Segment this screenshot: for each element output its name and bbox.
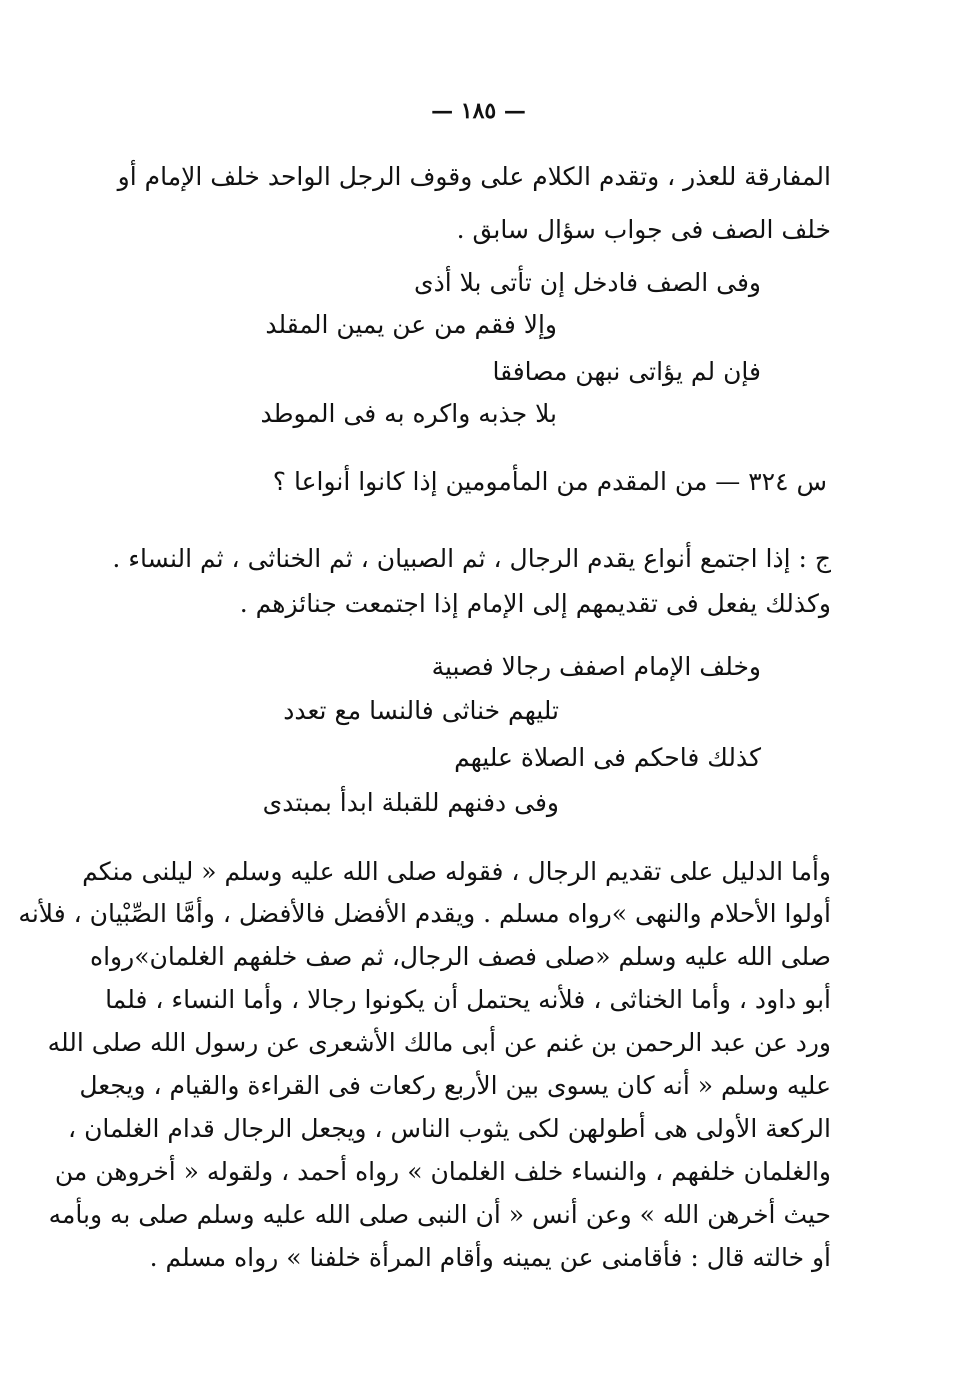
question-324: س ٣٢٤ — من المقدم من المأمومين إذا كانوا أنواعا ؟	[272, 467, 827, 496]
poem2-verse-4: وفى دفنهم للقبلة ابدأ بمبتدى	[262, 788, 559, 817]
poem2-verse-2: تليهم خناثى فالنسا مع تعدد	[283, 696, 559, 725]
poem2-verse-1: وخلف الإمام اصفف رجالا فصبية	[431, 652, 761, 681]
evidence-line-10: أو خالته قال : فأقامنى عن يمينه وأقام المرأة خلفنا » رواه مسلم .	[149, 1243, 831, 1272]
evidence-line-9: حيث أخرهن الله » وعن أنس « أن النبى صلى الله عليه وسلم صلى به وبأمه	[48, 1200, 831, 1229]
poem1-verse-4: بلا جذبه واكره به فى الموطد	[260, 399, 557, 428]
poem1-verse-1: وفى الصف فادخل إن تأتى بلا أذى	[414, 268, 761, 297]
answer-line-1: ج : إذا اجتمع أنواع يقدم الرجال ، ثم الصبيان ، ثم الخناثى ، ثم النساء .	[112, 544, 831, 573]
evidence-line-5: ورد عن عبد الرحمن بن غنم عن أبى مالك الأشعرى عن رسول الله صلى الله	[47, 1028, 831, 1057]
poem2-verse-3: كذلك فاحكم فى الصلاة عليهم	[454, 743, 761, 772]
evidence-line-7: الركعة الأولى هى أطولهن لكى يثوب الناس ، ويجعل الرجال قدام الغلمان ،	[68, 1114, 831, 1143]
evidence-line-1: وأما الدليل على تقديم الرجال ، فقوله صلى الله عليه وسلم « ليلنى منكم	[82, 857, 831, 886]
intro-line-1: المفارقة للعذر ، وتقدم الكلام على وقوف الرجل الواحد خلف الإمام أو	[117, 162, 831, 191]
poem1-verse-2: وإلا فقم من عن يمين المقلد	[265, 310, 557, 339]
evidence-line-3: صلى الله عليه وسلم «صلى فصف الرجال، ثم صف خلفهم الغلمان»رواه	[90, 942, 831, 971]
answer-line-2: وكذلك يفعل فى تقديمهم إلى الإمام إذا اجتمعت جنائزهم .	[239, 589, 831, 618]
page-number: — ١٨٥ —	[431, 98, 526, 124]
intro-line-2: خلف الصف فى جواب سؤال سابق .	[456, 215, 831, 244]
poem1-verse-3: فإن لم يؤاتى نبهن مصافقا	[492, 357, 761, 386]
evidence-line-6: عليه وسلم « أنه كان يسوى بين الأربع ركعات فى القراءة والقيام ، ويجعل	[79, 1071, 831, 1100]
evidence-line-8: والغلمان خلفهم ، والنساء خلف الغلمان » رواه أحمد ، ولقوله « أخروهن من	[54, 1157, 831, 1186]
evidence-line-4: أبو داود ، وأما الخناثى ، فلأنه يحتمل أن يكونوا رجالا ، وأما النساء ، فلما	[105, 985, 831, 1014]
evidence-line-2: أولوا الأحلام والنهى »رواه مسلم . ويقدم الأفضل فالأفضل ، وأمَّا الصِّبْيان ، فلأنه	[18, 899, 831, 928]
